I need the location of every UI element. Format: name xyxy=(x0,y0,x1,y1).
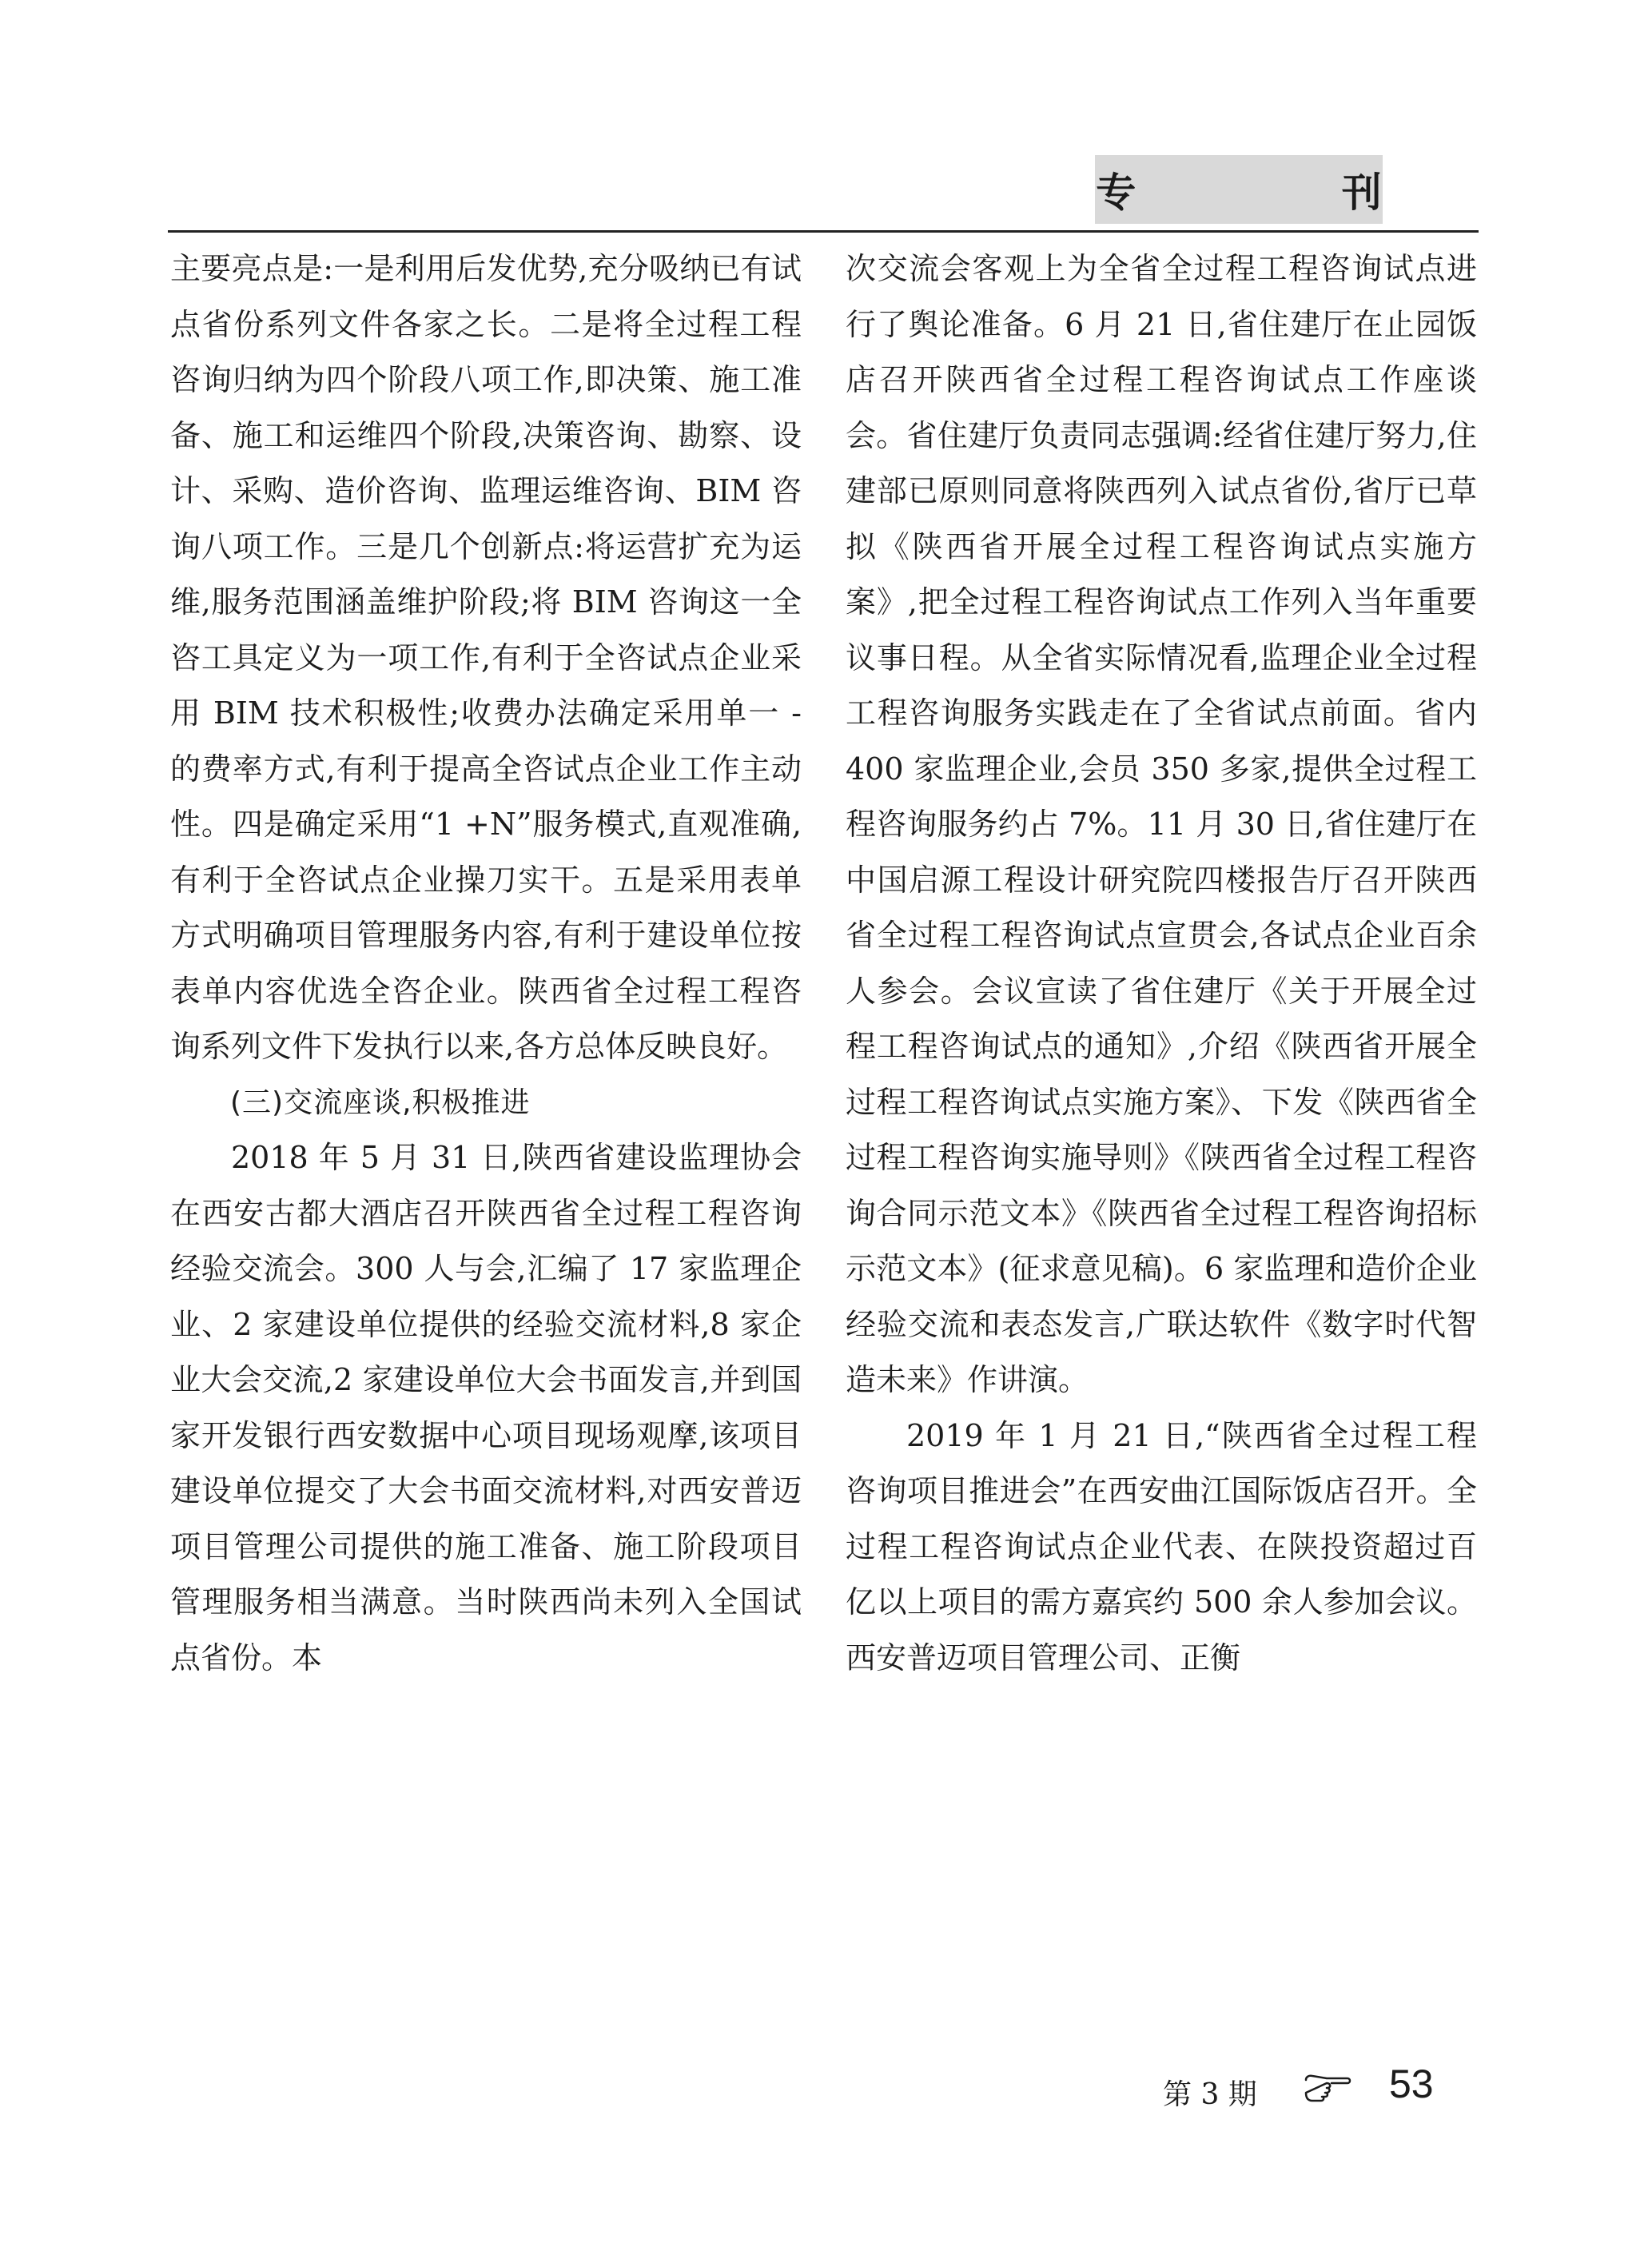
right-paragraph-2: 2019 年 1 月 21 日,“陕西省全过程工程咨询项目推进会”在西安曲江国际饭店召开。全过程工程咨询试点企业代表、在陕投资超过百亿以上项目的需方嘉宾约 500 余人参加会议。西安普迈项目管理公司、正衡 xyxy=(846,1417,1477,1675)
right-column xyxy=(846,241,1477,1686)
left-column xyxy=(170,241,802,1686)
page-number: 53 xyxy=(1389,2062,1434,2106)
left-paragraph-2: 2018 年 5 月 31 日,陕西省建设监理协会在西安古都大酒店召开陕西省全过程工程咨询经验交流会。300 人与会,汇编了 17 家监理企业、2 家建设单位提供的经验交流材料,8 家企业大会交流,2 家建设单位大会书面发言,并到国家开发银行西安数据中心项目现场观摩,该项目建设单位提交了大会书面交流材料,对西安普迈项目管理公司提供的施工准备、施工阶段项目管理服务相当满意。当时陕西尚未列入全国试点省份。本 xyxy=(170,1140,802,1675)
subheading: (三)交流座谈,积极推进 xyxy=(230,1086,531,1119)
issue-label: 第 3 期 xyxy=(1163,2078,1257,2111)
section-tag xyxy=(1095,155,1478,224)
left-paragraph-1: 主要亮点是:一是利用后发优势,充分吸纳已有试点省份系列文件各家之长。二是将全过程工程咨询归纳为四个阶段八项工作,即决策、施工准备、施工和运维四个阶段,决策咨询、勘察、设计、采购、造价咨询、监理运维咨询、BIM 咨询八项工作。三是几个创新点:将运营扩充为运维,服务范围涵盖维护阶段;将 BIM 咨询这一全咨工具定义为一项工作,有利于全咨试点企业采用 BIM 技术积极性;收费办法确定采用单一 - 的费率方式,有利于提高全咨试点企业工作主动性。四是确定采用“1 +N”服务模式,直观准确,有利于全咨试点企业操刀实干。五是采用表单方式明确项目管理服务内容,有利于建设单位按表单内容优选全咨企业。陕西省全过程工程咨询系列文件下发执行以来,各方总体反映良好。 xyxy=(170,251,802,1064)
header-rule xyxy=(168,230,1479,233)
section-label: 专 刊 xyxy=(1096,169,1478,216)
pointing-hand-icon xyxy=(1303,2069,1352,2104)
right-paragraph-1: 次交流会客观上为全省全过程工程咨询试点进行了舆论准备。6 月 21 日,省住建厅在止园饭店召开陕西省全过程工程咨询试点工作座谈会。省住建厅负责同志强调:经省住建厅努力,住建部已原则同意将陕西列入试点省份,省厅已草拟《陕西省开展全过程工程咨询试点实施方案》,把全过程工程咨询试点工作列入当年重要议事日程。从全省实际情况看,监理企业全过程工程咨询服务实践走在了全省试点前面。省内 400 家监理企业,会员 350 多家,提供全过程工程咨询服务约占 7%。11 月 30 日,省住建厅在中国启源工程设计研究院四楼报告厅召开陕西省全过程工程咨询试点宣贯会,各试点企业百余人参会。会议宣读了省住建厅《关于开展全过程工程咨询试点的通知》,介绍《陕西省开展全过程工程咨询试点实施方案》、下发《陕西省全过程工程咨询实施导则》《陕西省全过程工程咨询合同示范文本》《陕西省全过程工程咨询招标示范文本》(征求意见稿)。6 家监理和造价企业经验交流和表态发言,广联达软件《数字时代智造未来》作讲演。 xyxy=(846,251,1477,1397)
